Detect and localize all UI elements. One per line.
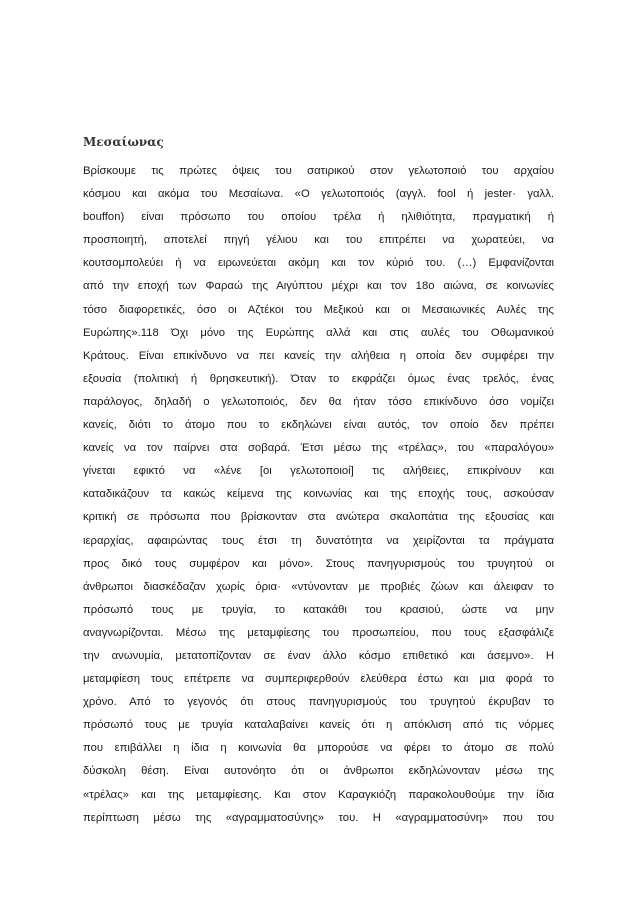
text-line: ιεραρχίας, αφαιρώντας τους έτσι τη δυνατότητα να χειρίζονται τα πράγματα: [83, 534, 554, 547]
text-line: προς δικό τους συμφέρον και μόνο». Στους πανηγυρισμούς του τρυγητού οι: [83, 557, 554, 570]
text-line: Βρίσκουμε τις πρώτες όψεις του σατιρικού στον γελωτοποιό του αρχαίου: [83, 165, 554, 177]
text-line: δύσκολη θέση. Είναι αυτονόητο ότι οι άνθρωποι εκδηλώνονταν μέσω της: [83, 765, 554, 778]
text-line: πρόσωπό τους με τρυγία, το κατακάθι του κρασιού, ώστε να μην: [83, 603, 554, 616]
text-line: καταδικάζουν τα κακώς κείμενα της κοινωνίας και της εποχής τους, ασκούσαν: [83, 488, 554, 501]
text-line: bouffon) είναι πρόσωπο του οποίου τρέλα ή ηλιθιότητα, πραγματική ή: [83, 211, 554, 224]
text-line: «τρέλας» και της μεταμφίεσης. Και στον Καραγκιόζη παρακολουθούμε την ίδια: [83, 788, 554, 801]
text-line: άνθρωποι διασκέδαζαν χωρίς όρια· «ντύνονταν με προβιές ζώων και άλειφαν το: [83, 580, 554, 593]
text-line: από την εποχή των Φαραώ της Αιγύπτου μέχρι και τον 18ο αιώνα, σε κοινωνίες: [83, 280, 554, 293]
text-line: Ευρώπης».118 Όχι μόνο της Ευρώπης αλλά και στις αυλές του Οθωμανικού: [83, 326, 554, 339]
text-line: εξουσία (πολιτική ή θρησκευτική). Όταν το εκφράζει όμως ένας τρελός, ένας: [83, 372, 554, 385]
text-line: αναγνωρίζονται. Μέσω της μεταμφίεσης του προσωπείου, που τους εξασφάλιζε: [83, 626, 554, 639]
text-line: περίπτωση μέσω της «αγραμματοσύνης» του. Η «αγραμματοσύνη» που του: [83, 811, 554, 824]
text-line: κόσμου και ακόμα του Μεσαίωνα. «Ο γελωτοποιός (αγγλ. fool ή jester· γαλλ.: [83, 188, 554, 201]
section-heading: Μεσαίωνας: [83, 135, 164, 149]
text-line: κανείς, διότι το άτομο που το εκδηλώνει είναι αυτός, τον οποίο δεν πρέπει: [83, 419, 554, 432]
text-line: Κράτους. Είναι επικίνδυνο να πει κανείς την αλήθεια η οποία δεν συμφέρει την: [83, 349, 554, 362]
text-line: γίνεται εφικτό να «λένε [οι γελωτοποιοί] τις αλήθειες, επικρίνουν και: [83, 465, 554, 478]
text-line: πρόσωπό τους με τρυγία καταλαβαίνει κανείς ότι η απόκλιση από τις νόρμες: [83, 719, 554, 732]
text-line: προσποιητή, αποτελεί πηγή γέλιου και του επιτρέπει να χωρατεύει, να: [83, 234, 554, 247]
text-line: χρόνο. Από το γεγονός ότι στους πανηγυρισμούς του τρυγητού έκρυβαν το: [83, 696, 554, 709]
text-line: τόσο διαφορετικές, όσο οι Αζτέκοι του Μεξικού και οι Μεσαιωνικές Αυλές της: [83, 303, 554, 316]
text-line: κριτική σε πρόσωπα που βρίσκονταν στα ανώτερα σκαλοπάτια της εξουσίας και: [83, 511, 554, 524]
text-line: κανείς να τον παίρνει στα σοβαρά. Έτσι μέσω της «τρέλας», του «παραλόγου»: [83, 442, 554, 455]
text-line: την ανωνυμία, μετατοπίζονταν σε έναν άλλο κόσμο επιθετικό και άσεμνο». Η: [83, 649, 554, 662]
text-line: μεταμφίεση τους επέτρεπε να συμπεριφερθούν ελεύθερα έστω και μια φορά το: [83, 673, 554, 686]
body-paragraph: [83, 160, 554, 830]
text-line: παράλογος, δηλαδή ο γελωτοποιός, δεν θα ήταν τόσο επικίνδυνο όσο νομίζει: [83, 395, 554, 408]
text-line: που επιβάλλει η ίδια η κοινωνία θα μπορούσε να φέρει το άτομο σε πολύ: [83, 742, 554, 755]
text-line: κουτσομπολεύει ή να ειρωνεύεται ακόμη και τον κύριό του. (…) Εμφανίζονται: [83, 257, 554, 270]
